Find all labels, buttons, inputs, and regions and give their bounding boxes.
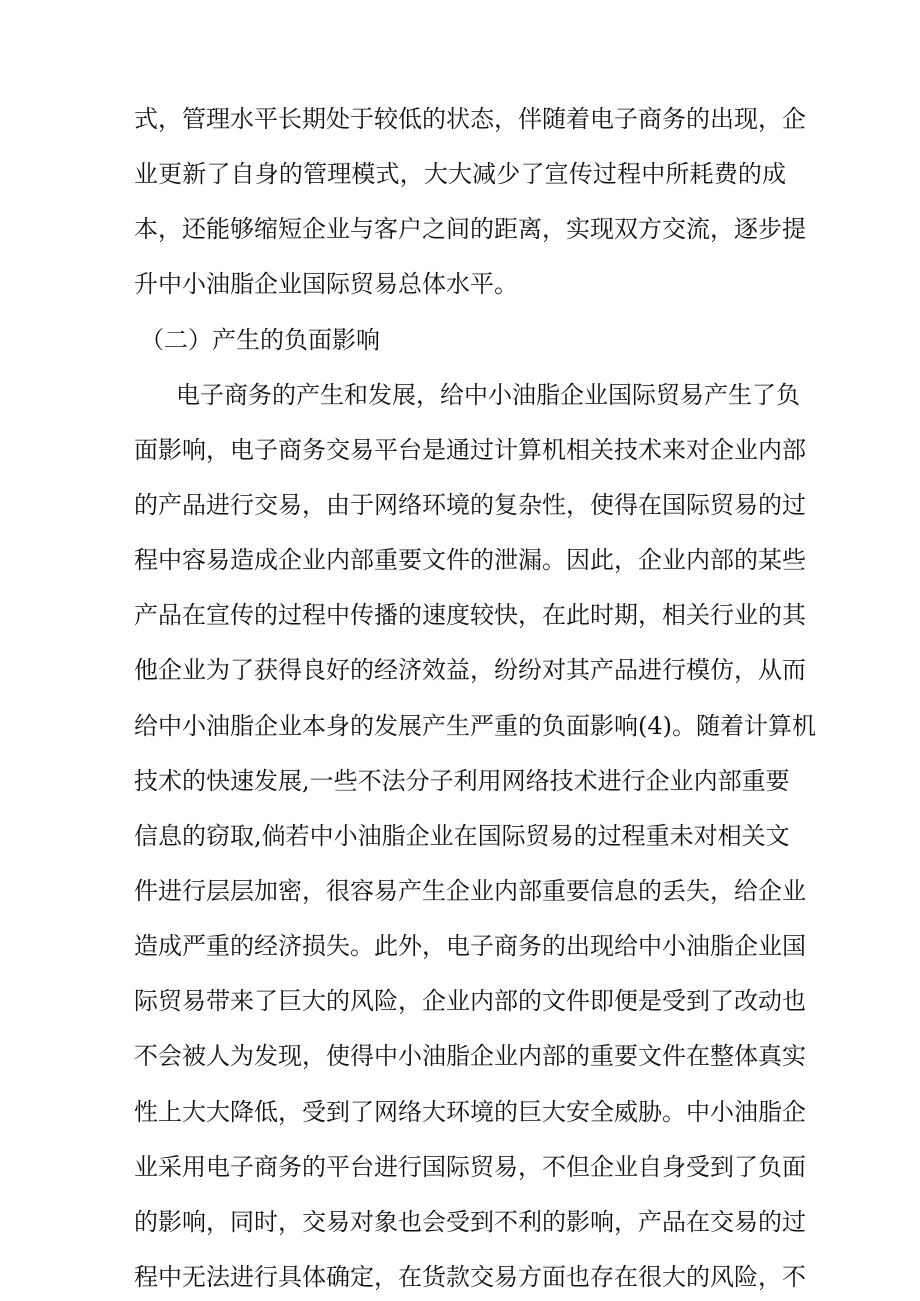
paragraph-2-line-8: 技术的快速发展,一些不法分子利用网络技术进行企业内部重要	[134, 767, 790, 795]
paragraph-2-line-4: 程中容易造成企业内部重要文件的泄漏。因此，企业内部的某些	[134, 546, 806, 574]
section-heading: （二）产生的负面影响	[140, 326, 380, 354]
paragraph-2-line-9: 信息的窃取,倘若中小油脂企业在国际贸易的过程重未对相关文	[134, 822, 790, 850]
paragraph-2-line-1: 电子商务的产生和发展，给中小油脂企业国际贸易产生了负	[176, 381, 800, 409]
paragraph-1-line-4: 升中小油脂企业国际贸易总体水平。	[134, 270, 518, 298]
paragraph-2-line-7: 给中小油脂企业本身的发展产生严重的负面影响(4)。随着计算机	[134, 712, 816, 740]
paragraph-2-line-3: 的产品进行交易，由于网络环境的复杂性，使得在国际贸易的过	[134, 491, 806, 519]
paragraph-2-line-13: 不会被人为发现，使得中小油脂企业内部的重要文件在整体真实	[134, 1042, 806, 1070]
paragraph-2-line-5: 产品在宣传的过程中传播的速度较快，在此时期，相关行业的其	[134, 601, 806, 629]
paragraph-2-line-6: 他企业为了获得良好的经济效益，纷纷对其产品进行模仿，从而	[134, 656, 806, 684]
paragraph-2-line-2: 面影响，电子商务交易平台是通过计算机相关技术来对企业内部	[134, 436, 806, 464]
paragraph-1-line-3: 本，还能够缩短企业与客户之间的距离，实现双方交流，逐步提	[134, 215, 806, 243]
paragraph-2-line-14: 性上大大降低，受到了网络大环境的巨大安全威胁。中小油脂企	[134, 1098, 806, 1126]
paragraph-2-line-12: 际贸易带来了巨大的风险，企业内部的文件即便是受到了改动也	[134, 987, 806, 1015]
paragraph-2-line-17: 程中无法进行具体确定，在货款交易方面也存在很大的风险，不	[134, 1263, 806, 1291]
paragraph-2-line-15: 业采用电子商务的平台进行国际贸易，不但企业自身受到了负面	[134, 1153, 806, 1181]
paragraph-2-line-16: 的影响，同时，交易对象也会受到不利的影响，产品在交易的过	[134, 1208, 806, 1236]
paragraph-1-line-1: 式，管理水平长期处于较低的状态，伴随着电子商务的出现，企	[134, 105, 806, 133]
paragraph-2-line-10: 件进行层层加密，很容易产生企业内部重要信息的丢失，给企业	[134, 877, 806, 905]
paragraph-2-line-11: 造成严重的经济损失。此外，电子商务的出现给中小油脂企业国	[134, 932, 806, 960]
paragraph-1-line-2: 业更新了自身的管理模式，大大减少了宣传过程中所耗费的成	[134, 160, 786, 188]
